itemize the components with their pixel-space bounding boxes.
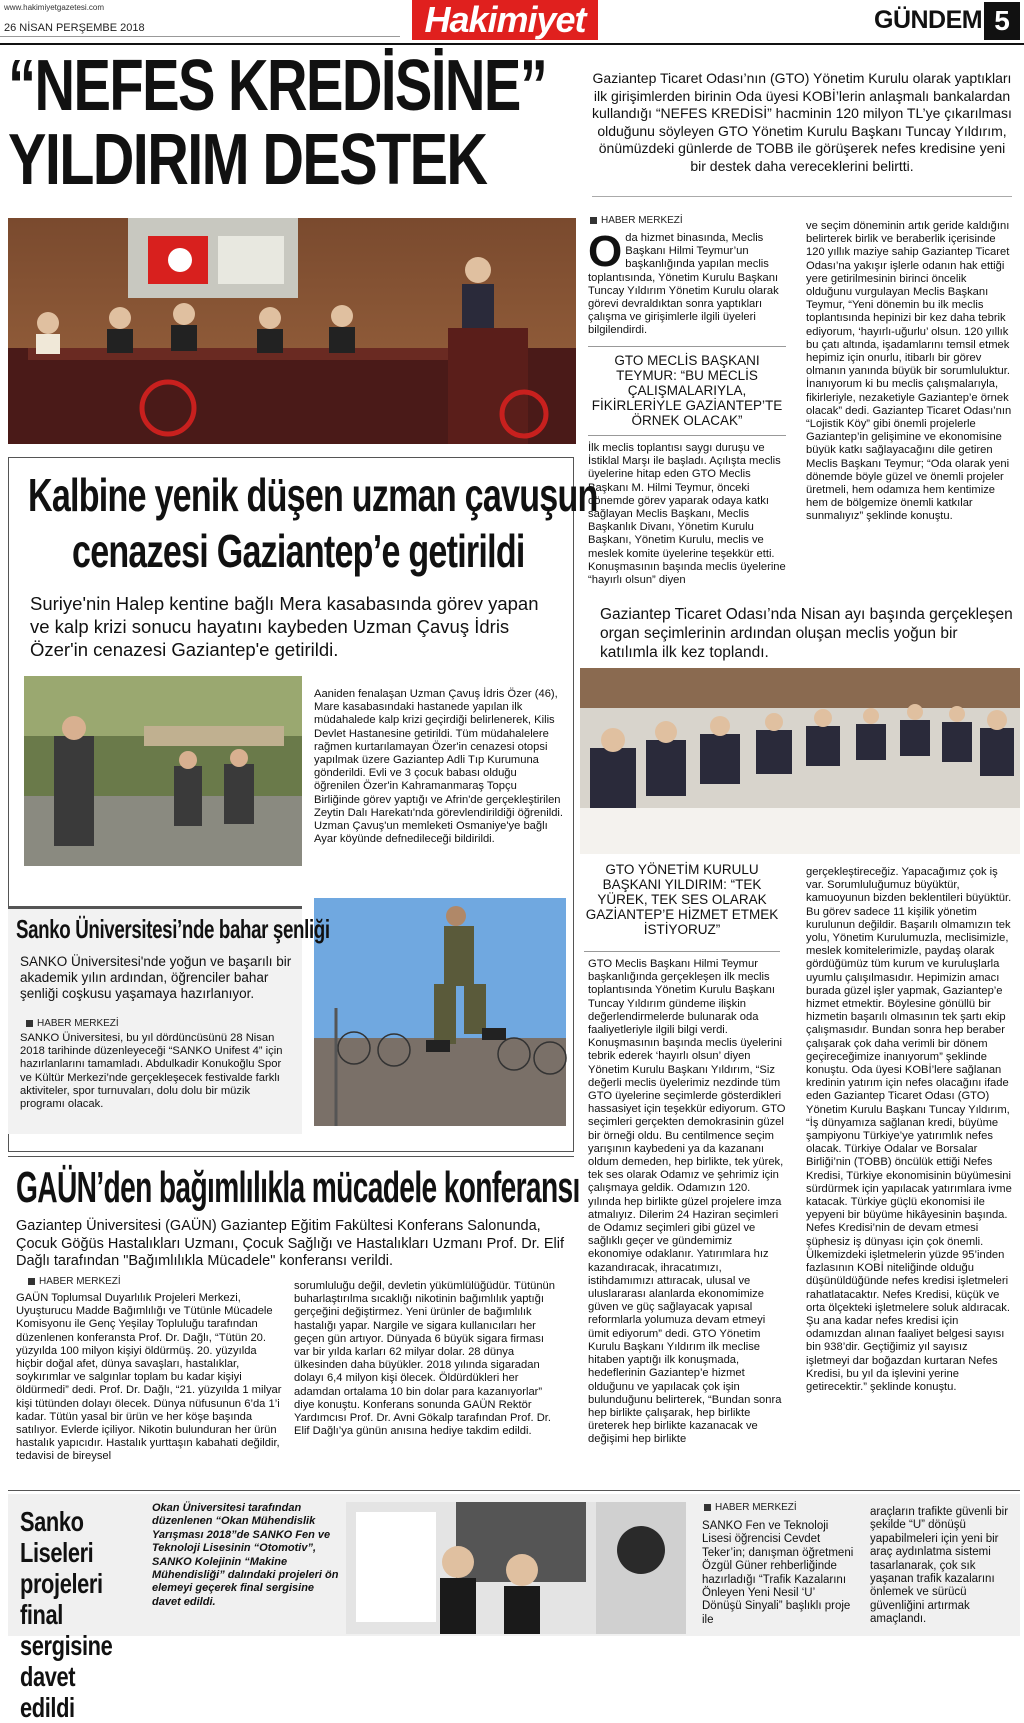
byline-marker-icon	[28, 1278, 35, 1285]
page-number: 5	[994, 5, 1010, 36]
story2-body: Aaniden fenalaşan Uzman Çavuş İdris Özer (46), Mare kasabasındaki hastanede yapılan ilk müdahalede kalp krizi geçirdiği belirlenerek, Kilis Devlet Hastanesine getirildi. Tüm müdahalelere rağmen kurtarılamayan Özer'in cenazesi otopsi yapılmak üzere Gaziantep Adli Tıp Kurumuna gönderildi. Evli ve 3 çocuk babası olduğu öğrenilen Özer'in Kahramanmaraş Topçu Birliğinde görev yaptığı ve Afrin'de gerçekleştirilen Zeytin Dalı Harekatı'nda görevlendirildiği öğrenildi. Uzman Çavuş'un memleketi Osmaniye'ye bağlı Ayar köyünde defnedileceği bildirildi.	[314, 688, 564, 846]
story2-headline-line1: Kalbine yenik düşen uzman çavuşun	[28, 469, 598, 521]
story5-col2: araçların trafikte güvenli bir şekilde “U” dönüşü yapabilmeleri için yeni bir araç aydınlatma sistemi tasarlanarak, çok sık yaşanan trafik kazalarını önlemek ve sürücü güvenliğini artırmak amaçlandı.	[870, 1506, 1009, 1626]
byline-marker-icon	[704, 1504, 711, 1511]
header-rule	[0, 43, 1024, 45]
soldier-photo	[314, 898, 566, 1126]
funeral-photo-art	[24, 676, 302, 866]
story2-spot: Suriye'nin Halep kentine bağlı Mera kasabasında görev yapan ve kalp krizi sonucu hayatını kaybeden Uzman Çavuş İdris Özer'in cenazesi Gaziantep'e getirildi.	[30, 593, 539, 660]
story2-headline-line2: cenazesi Gaziantep’e getirildi	[72, 525, 525, 577]
story3-body: SANKO Üniversitesi, bu yıl dördüncüsünü 28 Nisan 2018 tarihinde düzenleyeceği “SANKO Unifest 4” için hazırlanlarını tamamladı. Abdulkadir Konukoğlu Spor ve Kültür Merkezi’nde gerçekleşecek festivalde farklı aktiviteler, spor turnuvaları, dolu dolu bir müzik programı olacak.	[20, 1032, 283, 1111]
story5-top-rule	[8, 1490, 1020, 1491]
meeting-photo	[8, 218, 576, 444]
story4-spot: Gaziantep Üniversitesi (GAÜN) Gaziantep Eğitim Fakültesi Konferans Salonunda, Çocuk Göğüs Hastalıkları Uzmanı, Çocuk Sağlığı ve Hastalıkları Uzmanı Prof. Dr. Elif Dağlı tarafından "Bağımlılıkla Mücadele" konferansı verildi.	[16, 1218, 564, 1269]
story3-byline	[26, 1018, 119, 1029]
page-number-box	[984, 2, 1020, 40]
story5-spot: Okan Üniversitesi tarafından düzenlenen “Okan Mühendislik Yarışması 2018”de SANKO Fen ve Teknoloji Lisesinin “Otomotiv”, SANKO Kolejinin “Makine Mühendisliği” dalındaki projeleri ön elemeyi geçerek final sergisine davet edildi.	[152, 1502, 339, 1608]
story3-spot: SANKO Üniversitesi'nde yoğun ve başarılı bir akademik yılın ardından, öğrenciler bahar şenliği coşkusu yaşamaya hazırlanıyor.	[20, 954, 292, 1001]
council-photo	[580, 668, 1020, 854]
students-photo	[346, 1502, 686, 1634]
photo2-caption: Gaziantep Ticaret Odası’nda Nisan ayı başında gerçekleşen organ seçimlerinin ardından oluşan meclis yoğun bir katılımla ilk kez toplandı.	[600, 606, 1013, 661]
main-col1	[588, 227, 786, 338]
subhead1: GTO MECLİS BAŞKANI TEYMUR: “BU MECLİS ÇALIŞMALARIYLA, FİKİRLERİYLE GAZİANTEP’TE ÖRNEK OLACAK”	[591, 353, 783, 428]
subhead2-box	[584, 862, 780, 952]
story5-byline	[704, 1502, 797, 1513]
main-col3-body: GTO Meclis Başkanı Hilmi Teymur başkanlığında gerçekleşen ilk meclis toplantısında Yönetim Kurulu Başkanı Tuncay Yıldırım gündeme ilişkin değerlendirmelerde bulunarak oda faaliyetleriyle ilgili bilgi verdi. Konuşmasının başında meclis üyelerini tebrik ederek ‘hayırlı olsun’ diyen Yönetim Kurulu Başkanı Yıldırım, “Siz değerli meclis üyelerimiz nezdinde tüm GTO üyelerine seçimlerde gösterdikleri hassasiyet için teşekkür ediyorum. GTO seçimleri gerçekten demokrasinin güzel bir örneği oldu. Bu centilmence seçim yarışının kaybedeni ya da kazananı oldum demeden, hep birlikte, tek yürek, tek ses olarak Odamız ve şehrimiz için çalışmaya geldik. Odamızın 120. yılında hep birlikte güzel projelere imza atmalıyız. Dilerim 24 Haziran seçimleri de Odamız seçimleri gibi güzel ve sağlıklı geçer ve gündemimiz ekonomiye odaklanır. Yatırımlara hız kazandıracak, ihracatımızı, istihdamımızı attıracak, ulusal ve uluslararası alanlarda ekonomimize güven ve güç sağlayacak yapısal reformlarla yolumuza devam etmeyi ümit ediyorum” dedi. GTO Yönetim Kurulu Başkanı Yıldırım ilk meclise hitaben yaptığı ilk konuşmada, hedeflerinin Gaziantep’e hizmet olduğunu ve yapılacak çok işin bulunduğunu belirterek, “Bundan sonra hep birlikte çalışarak, hep birlikte üreterek hep birlikte kazanacak ve değişimi hep birlikte	[588, 958, 786, 1446]
main-headline-line2: YILDIRIM DESTEK	[8, 120, 487, 200]
subhead2: GTO YÖNETİM KURULU BAŞKANI YILDIRIM: “TEK YÜREK, TEK SES OLARAK GAZİANTEP’E HİZMET ETMEK İSTİYORUZ”	[585, 862, 779, 937]
date-underline	[0, 36, 400, 37]
main-col2-body: ve seçim döneminin artık geride kaldığını belirterek birlik ve beraberlik içerisinde 120 yıllık maziye sahip Gaziantep Ticaret Odası’na yakışır işlerle odanın hak ettiği yere getirilmesinin birinci öncelik olduğunu vurgulayan Meclis Başkanı Teymur, “Yeni dönemin bu ilk meclis toplantısında hepinizi bir kez daha tebrik ediyorum, ‘hayırlı-uğurlu’ olsun. 120 yıllık bu çatı altında, işadamlarını temsil etmek hepimiz için onurlu, itibarlı bir görev olmanın yanında büyük bir sorumluluktur. İnanıyorum ki bu meclis çalışmalarıyla, fikirleriyle, nezaketiyle Gaziantep’e örnek olacak” dedi. Gaziantep Ticaret Odası’nın “Lojistik Köy” gibi önemli projelerle Gaziantep’in gelişimine ve ekonomisine büyük katkı sağlayacağını dile getiren Meclis Başkanı Teymur; “Oda olarak yeni dönemde böyle güzel ve önemli projeler üretmeli, hem odamıza hem kentimize hem de bölgemize önemli katkılar sunmalıyız” şeklinde konuştu.	[806, 220, 1012, 523]
story4-col1: GAÜN Toplumsal Duyarlılık Projeleri Merkezi, Uyuşturucu Madde Bağımlılığı ve Tütünle Mücadele Komisyonu ile Genç Yeşilay Topluluğu tarafından düzenlenen konferansta Prof. Dr. Dağlı, “Tütün 20. yüzyılda 100 milyon kişiyi öldürmüş. 20. yüzyılda hiçbir doğal afet, dünya savaşları, hastalıklar, soykırımlar ve salgınlar toplam bu kadar kişiyi öldürmedi” dedi. Prof. Dr. Dağlı, “21. yüzyılda 1 milyar kişi tütünden dolayı ölecek. Dünya nüfusunun 6’da 1’i kadar. Tütün yasal bir ürün ve her köşe başında satılıyor. Evlerde içiliyor. Nikotin bulunduran her ürün hastalık yapıcıdır. Hastalık yurttaşın kabahati değildir, tedavisi de bireysel	[16, 1292, 282, 1463]
masthead-logo	[412, 0, 598, 40]
story4-byline-text: HABER MERKEZİ	[39, 1276, 121, 1287]
council-photo-art	[580, 668, 1020, 854]
story4-byline	[28, 1276, 121, 1287]
dropcap: O	[588, 227, 623, 276]
story5-col1: SANKO Fen ve Teknoloji Lisesi öğrencisi Cevdet Teker’in; danışman öğretmeni Özgül Güner rehberliğinde hazırladığı “Trafik Kazalarını Önleyen Yeni Nesil ‘U’ Dönüşü Sinyali” başlıklı proje ile	[702, 1520, 854, 1626]
story4-col2: sorumluluğu değil, devletin yükümlülüğüdür. Tütünün buharlaştırılma sıcaklığı nikotinin bağımlılık yaptığı gerçeğini değiştirmez. Yeni ürünler de bağımlılık hastalığı yapar. Nargile ve sigara kullanıcıları her geçen gün artıyor. Dünyada 6 büyük sigara firması var bir yılda karları 62 milyar dolar. 28 dünya ülkesinden daha büyükler. 2018 yılında sigaradan dolayı 6,4 milyon kişi ölecek. Öldürdükleri her adamdan ortalama 10 bin dolar para kazanıyorlar” diye konuştu. Konferans sonunda GAÜN Rektör Yardımcısı Prof. Dr. Avni Gökalp tarafından Prof. Dr. Elif Dağlı’ya günün anısına hediye takdim edildi.	[294, 1280, 555, 1438]
meeting-photo-art	[8, 218, 576, 444]
section-name: GÜNDEM	[874, 6, 983, 34]
main-col1-body: İlk meclis toplantısı saygı duruşu ve İstiklal Marşı ile başladı. Açılışta meclis üyelerine hitap eden GTO Meclis Başkanı M. Hilmi Teymur, önceki dönemde görev yaparak odaya katkı sağlayan Meclis Başkanı, Meclis Başkanlık Divanı, Yönetim Kurulu Başkanı, Yönetim Kurulu, meclis ve meslek komite üyelerine teşekkür etti. Konuşmasının başında meclis üyelerine “hayırlı olsun” diyen	[588, 442, 786, 587]
subhead1-box	[588, 346, 786, 436]
story5-headline: Sanko Liseleri projeleri final sergisine davet edildi	[20, 1506, 113, 1723]
story4-top-rule	[8, 1156, 574, 1157]
spot-rule	[592, 196, 1012, 197]
soldier-photo-art	[314, 898, 566, 1126]
main-headline-line1: “NEFES KREDİSİNE”	[8, 46, 547, 126]
main-spot: Gaziantep Ticaret Odası’nın (GTO) Yönetim Kurulu olarak yaptıkları ilk girişimlerden birinin Oda üyesi KOBİ’lerin anlaşmalı bankalardan kullandığı “NEFES KREDİSİ” hacminin 120 milyon TL’ye çıkarılması olduğunu söyleyen GTO Yönetim Kurulu Başkanı Tuncay Yıldırım, önümüzdeki günlerde de TOBB ile görüşerek nefes kredisine yeni bir destek daha vereceklerini belirtti.	[592, 70, 1012, 174]
logo-text: Hakimiyet	[424, 0, 586, 40]
story3-headline: Sanko Üniversitesi’nde bahar şenliği	[16, 914, 330, 944]
students-photo-art	[346, 1502, 686, 1634]
story3-byline-text: HABER MERKEZİ	[37, 1018, 119, 1029]
main-col4-body: gerçekleştireceğiz. Yapacağımız çok iş var. Sorumluluğumuz büyüktür, kamuoyunun bizden beklentileri büyüktür. Bu görev sadece 11 kişilik yönetim kurulunun değildir. Başarılı olmamızın tek yolu, Yönetim Kurulumuzla, meclisimizle, meslek komitelerimizle, paydaş olarak gördüğümüz tüm kurum ve kuruluşlarla uyumlu çalışılmasıdır. Hepimizin amacı burada güzel işler yapmak, Gaziantep’e hizmet etmektir. Böylesine gönüllü bir hizmetin başarılı olmasının tek şartı ekip çalışmasıdır. Bundan sonra hep beraber çalışarak çok daha verimli bir dönem geçireceğimize inanıyorum” şeklinde konuştu. Oda üyesi KOBİ’lere sağlanan kredinin yatırım için nefes olacağını ifade eden Gaziantep Ticaret Odası (GTO) Yönetim Kurulu Başkanı Tuncay Yıldırım, “İş dünyamıza sağlanan kredi, büyüme şampiyonu Türkiye’ye yatırımlık nefes olacak. Türkiye Odalar ve Borsalar Birliği’nin (TOBB) öncülük ettiği Nefes Kredisi, Türkiye ekonomisinin büyümesini sürdürmek için yapılacak yatırımlara ivme katacak. Türkiye güçlü ekonomisi ile yepyeni bir büyüme hikâyesinin başında. Nefes Kredisi’nin de devam etmesi şüphesiz iş dünyası için çok önemli. Ülkemizdeki işletmelerin yüzde 95’inden fazlasının KOBİ niteliğinde olduğu düşünüldüğünde nefes kredisi işletmeleri rahatlatacaktır. Nefes Kredisi, küçük ve orta ölçekteki işletmelere soluk aldıracak. Şu ana kadar nefes kredisi için odamızdan alınan faaliyet belgesi sayısı bin 938’dir. Geçtiğimiz yıl sayısız işletmeyi dar boğazdan kurtaran Nefes Kredisi, bu yıl da işlevini yerine getirecektir.” şeklinde konuştu.	[806, 866, 1012, 1393]
main-byline	[590, 215, 683, 226]
site-url[interactable]: www.hakimiyetgazetesi.com	[4, 3, 105, 12]
main-col1-intro: da hizmet binasında, Meclis Başkanı Hilmi Teymur’un başkanlığında yapılan meclis toplantısında, Yönetim Kurulu Başkanı Tuncay Yıldırım Yönetim Kurulu olarak görevi devraldıktan sonra yaptıkları çalışma ve girişimlerle ilgili üyeleri bilgilendirdi.	[588, 232, 779, 337]
main-byline-text: HABER MERKEZİ	[601, 215, 683, 226]
story4-headline: GAÜN’den bağımlılıkla mücadele konferansı	[16, 1163, 580, 1212]
byline-marker-icon	[26, 1020, 33, 1027]
byline-marker-icon	[590, 217, 597, 224]
header	[0, 0, 1024, 44]
funeral-photo	[24, 676, 302, 866]
story5-byline-text: HABER MERKEZİ	[715, 1502, 797, 1513]
issue-date: 26 NİSAN PERŞEMBE 2018	[4, 22, 145, 34]
